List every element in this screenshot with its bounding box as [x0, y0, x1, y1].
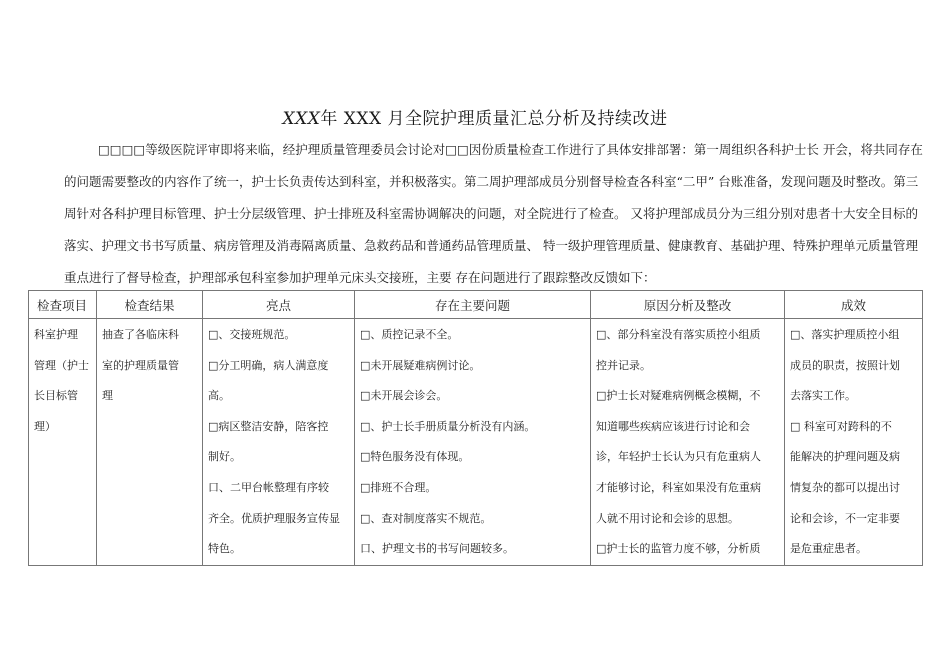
cell-line: 特色。 — [208, 542, 241, 556]
cell-item — [29, 319, 97, 566]
cell-line: □、质控记录不全。 — [360, 328, 459, 341]
cell-line: 控并记录。 — [596, 358, 651, 372]
header-result: 检查结果 — [97, 291, 203, 319]
cell-line: 能解决的护理问题及病 — [790, 450, 900, 464]
cell-line: □、落实护理质控小组 — [790, 328, 900, 341]
cell-line: 长目标管 — [34, 389, 78, 403]
cell-line: 齐全。优质护理服务宣传显 — [208, 511, 340, 525]
header-problems: 存在主要问题 — [355, 291, 591, 319]
title-text: 年 XXX 月全院护理质量汇总分析及持续改进 — [320, 109, 668, 129]
cell-line: 科室护理 — [34, 328, 78, 341]
cell-result — [97, 319, 203, 566]
cell-line: □分工明确，病人满意度 — [208, 358, 329, 372]
cell-line: 抽查了各临床科 — [102, 328, 179, 341]
cell-line: 人就不用讨论和会诊的思想。 — [596, 511, 739, 525]
cell-line: 情复杂的都可以提出讨 — [790, 480, 900, 494]
intro-paragraph: □□□□等级医院评审即将来临，经护理质量管理委员会讨论对□□因份质量检查工作进行了具体安排部署：第一周组织各科护士长 开会，将共同存在的问题需要整改的内容作了统一，护士长负责传达到科室，并积极落实。第二周护理部成员分别督导检查各科室“二甲” 台账准备，发现问题及时整改。第三周针对各科护理目标管理、护士分层级管理、护士排班及科室需协调解决的问题，对全院进行了检查。 又将护理部成员分为三组分别对患者十大安全目标的落实、护理文书书写质量、病房管理及消毒隔离质量、急救药品和普通药品管理质量、 特一级护理管理质量、健康教育、基础护理、特殊护理单元质量管理重点进行了督导检查，护理部承包科室参加护理单元床头交接班，主要 存在问题进行了跟踪整改反馈如下： — [64, 142, 923, 285]
cell-line: 室的护理质量管 — [102, 358, 179, 372]
table-header-row — [29, 291, 923, 319]
cell-line: 是危重症患者。 — [790, 542, 867, 556]
cell-line: 诊，年轻护士长认为只有危重病人 — [596, 450, 761, 464]
cell-line: □、交接班规范。 — [208, 328, 296, 341]
cell-effect — [785, 319, 923, 566]
cell-line: □排班不合理。 — [360, 480, 437, 494]
cell-line: □护士长对疑难病例概念模糊，不 — [596, 389, 761, 403]
cell-line: □、部分科室没有落实质控小组质 — [596, 328, 761, 341]
cell-line: 去落实工作。 — [790, 389, 856, 403]
title-prefix: XXX — [282, 109, 321, 129]
cell-line: □ 科室可对跨科的不 — [790, 419, 892, 433]
cell-line: 知道哪些疾病应该进行讨论和会 — [596, 419, 750, 433]
cell-line: □病区整洁安静，陪客控 — [208, 419, 329, 433]
cell-line: □未开展疑难病例讨论。 — [360, 358, 481, 372]
document-title — [0, 104, 950, 129]
cell-line: 理 — [102, 389, 113, 403]
cell-line: 制好。 — [208, 450, 241, 464]
header-item: 检查项目 — [29, 291, 97, 319]
cell-highlights — [203, 319, 355, 566]
cell-line: 高。 — [208, 389, 230, 403]
cell-analysis — [591, 319, 785, 566]
cell-problems — [355, 319, 591, 566]
cell-line: 口、二甲台帐整理有序较 — [208, 480, 329, 494]
cell-line: 管理（护士 — [34, 358, 89, 372]
quality-table — [28, 290, 923, 566]
cell-line: □、查对制度落实不规范。 — [360, 511, 492, 525]
header-highlights: 亮点 — [203, 291, 355, 319]
cell-line: 成员的职责，按照计划 — [790, 358, 900, 372]
cell-line: □、护士长手册质量分析没有内涵。 — [360, 419, 536, 433]
table-row — [29, 319, 923, 566]
cell-line: □特色服务没有体现。 — [360, 450, 470, 464]
header-analysis: 原因分析及整改 — [591, 291, 785, 319]
cell-line: 理） — [34, 419, 56, 433]
cell-line: 才能够讨论，科室如果没有危重病 — [596, 480, 761, 494]
cell-line: 口、护理文书的书写问题较多。 — [360, 542, 514, 556]
cell-line: □未开展会诊会。 — [360, 389, 448, 403]
cell-line: 论和会诊，不一定非要 — [790, 511, 900, 525]
header-effect: 成效 — [785, 291, 923, 319]
cell-line: □护士长的监管力度不够，分析质 — [596, 542, 761, 556]
